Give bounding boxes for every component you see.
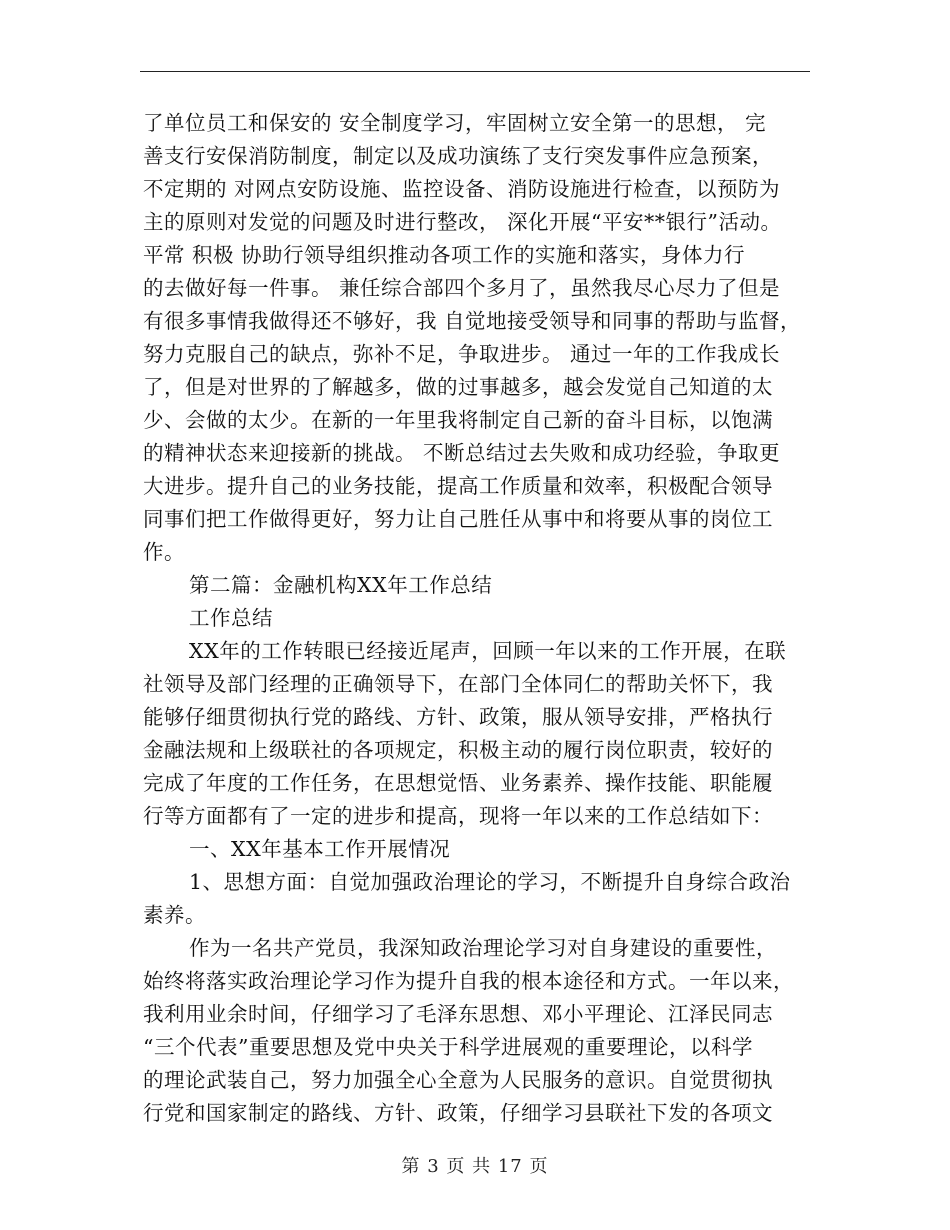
body-line: 始终将落实政治理论学习作为提升自我的根本途径和方式。一年以来， (143, 969, 794, 993)
intro-line: 能够仔细贯彻执行党的路线、方针、政策，服从领导安排，严格执行 (143, 705, 773, 729)
intro-line: XX年的工作转眼已经接近尾声，回顾一年以来的工作开展，在联 (189, 639, 787, 663)
paragraph-line: 努力克服自己的缺点，弥补不足，争取进步。 通过一年的工作我成长 (143, 342, 781, 366)
body-line: 的理论武装自己，努力加强全心全意为人民服务的意识。自觉贯彻执 (143, 1068, 773, 1092)
paragraph-line: 的精神状态来迎接新的挑战。 不断总结过去失败和成功经验，争取更 (143, 441, 781, 465)
paragraph-line: 的去做好每一件事。 兼任综合部四个多月了，虽然我尽心尽力了但是 (143, 276, 781, 300)
page-footer (0, 1152, 950, 1178)
intro-line: 金融法规和上级联社的各项规定，积极主动的履行岗位职责，较好的 (143, 738, 773, 762)
page-number: 第 3 页 共 17 页 (401, 1156, 549, 1177)
section-title: 第二篇：金融机构XX年工作总结 (189, 573, 493, 597)
body-line: 作为一名共产党员，我深知政治理论学习对自身建设的重要性， (189, 936, 777, 960)
header-rule (140, 71, 810, 72)
paragraph-line: 了，但是对世界的了解越多，做的过事越多，越会发觉自己知道的太 (143, 375, 773, 399)
body-line: 行党和国家制定的路线、方针、政策，仔细学习县联社下发的各项文 (143, 1101, 773, 1125)
subtitle: 工作总结 (189, 606, 273, 630)
body-line: 我利用业余时间，仔细学习了毛泽东思想、邓小平理论、江泽民同志 (143, 1002, 773, 1026)
intro-line: 行等方面都有了一定的进步和提高，现将一年以来的工作总结如下： (143, 804, 773, 828)
paragraph-line: 作。 (143, 540, 185, 564)
paragraph-line: 善支行安保消防制度，制定以及成功演练了支行突发事件应急预案， (143, 144, 773, 168)
document-body (143, 107, 843, 1130)
paragraph-line: 大进步。提升自己的业务技能，提高工作质量和效率，积极配合领导 (143, 474, 773, 498)
intro-line: 完成了年度的工作任务，在思想觉悟、业务素养、操作技能、职能履 (143, 771, 773, 795)
paragraph-line: 同事们把工作做得更好，努力让自己胜任从事中和将要从事的岗位工 (143, 507, 773, 531)
intro-line: 社领导及部门经理的正确领导下，在部门全体同仁的帮助关怀下，我 (143, 672, 773, 696)
heading-1: 一、XX年基本工作开展情况 (189, 837, 451, 861)
item-line: 素养。 (143, 903, 206, 927)
body-line: “三个代表”重要思想及党中央关于科学进展观的重要理论，以科学 (143, 1035, 753, 1059)
paragraph-line: 少、会做的太少。在新的一年里我将制定自己新的奋斗目标，以饱满 (143, 408, 773, 432)
paragraph-line: 平常 积极 协助行领导组织推动各项工作的实施和落实，身体力行 (143, 243, 746, 267)
paragraph-line: 了单位员工和保安的 安全制度学习，牢固树立安全第一的思想， 完 (143, 111, 767, 135)
item-line: 1、思想方面：自觉加强政治理论的学习，不断提升自身综合政治 (189, 870, 791, 894)
paragraph-line: 不定期的 对网点安防设施、监控设备、消防设施进行检查，以预防为 (143, 177, 781, 201)
paragraph-line: 有很多事情我做得还不够好，我 自觉地接受领导和同事的帮助与监督， (143, 309, 802, 333)
paragraph-line: 主的原则对发觉的问题及时进行整改， 深化开展“平安**银行”活动。 (143, 210, 782, 234)
